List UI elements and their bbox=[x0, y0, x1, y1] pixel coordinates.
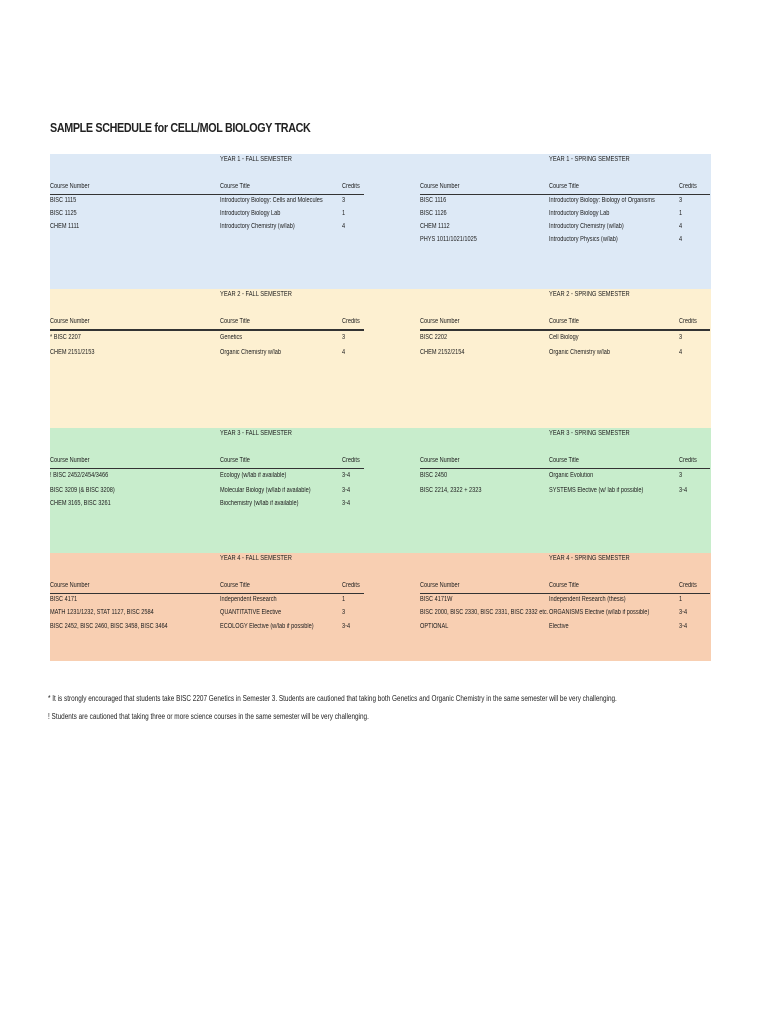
table-row bbox=[50, 609, 364, 621]
course-title-header: Course Title bbox=[220, 318, 250, 325]
course-number-header: Course Number bbox=[50, 582, 90, 589]
table-row bbox=[420, 596, 710, 608]
course-number: BISC 4171 bbox=[50, 596, 78, 603]
course-title: Independent Research bbox=[220, 596, 277, 603]
table-row bbox=[50, 349, 364, 361]
course-number-header: Course Number bbox=[420, 582, 460, 589]
course-number: BISC 3209 (& BISC 3208) bbox=[50, 487, 115, 494]
course-title: ORGANISMS Elective (w/lab if possible) bbox=[549, 609, 650, 616]
course-title-header: Course Title bbox=[549, 318, 579, 325]
year-4-spring-semester bbox=[420, 553, 710, 661]
course-title: Introductory Biology Lab bbox=[549, 210, 610, 217]
page-title: SAMPLE SCHEDULE for CELL/MOL BIOLOGY TRACK bbox=[50, 121, 311, 135]
course-credits: 4 bbox=[679, 349, 683, 356]
course-credits: 3 bbox=[342, 609, 346, 616]
course-number: PHYS 1011/1021/1025 bbox=[420, 236, 477, 243]
course-number: BISC 1116 bbox=[420, 197, 447, 204]
course-credits: 3-4 bbox=[342, 487, 351, 494]
course-title: QUANTITATIVE Elective bbox=[220, 609, 282, 616]
course-credits: 1 bbox=[679, 210, 683, 217]
course-title: Ecology (w/lab if available) bbox=[220, 472, 287, 479]
course-credits: 1 bbox=[342, 210, 346, 217]
course-title-header: Course Title bbox=[220, 183, 250, 190]
column-headers bbox=[420, 582, 710, 592]
course-title-header: Course Title bbox=[220, 457, 250, 464]
credits-header: Credits bbox=[342, 318, 360, 325]
table-row bbox=[420, 609, 710, 621]
course-title: Genetics bbox=[220, 334, 243, 341]
course-number: BISC 4171W bbox=[420, 596, 453, 603]
table-row bbox=[420, 197, 710, 209]
column-headers bbox=[50, 183, 364, 193]
credits-header: Credits bbox=[679, 457, 697, 464]
course-number: CHEM 3165, BISC 3261 bbox=[50, 500, 111, 507]
column-headers bbox=[420, 183, 710, 193]
course-title: Introductory Physics (w/lab) bbox=[549, 236, 618, 243]
course-number-header: Course Number bbox=[50, 183, 90, 190]
course-title: Molecular Biology (w/lab if available) bbox=[220, 487, 311, 494]
course-credits: 1 bbox=[679, 596, 683, 603]
header-rule bbox=[50, 468, 364, 469]
course-credits: 3-4 bbox=[342, 500, 351, 507]
course-title: Elective bbox=[549, 623, 569, 630]
course-credits: 4 bbox=[679, 236, 683, 243]
course-credits: 3 bbox=[342, 334, 346, 341]
course-title-header: Course Title bbox=[549, 582, 579, 589]
course-number: CHEM 1111 bbox=[50, 223, 80, 230]
semester-heading: YEAR 1 - SPRING SEMESTER bbox=[549, 156, 630, 163]
table-row bbox=[420, 472, 710, 484]
table-row bbox=[420, 223, 710, 235]
course-number: CHEM 2151/2153 bbox=[50, 349, 95, 356]
course-title: ECOLOGY Elective (w/lab if possible) bbox=[220, 623, 314, 630]
course-credits: 3 bbox=[342, 197, 346, 204]
table-row bbox=[50, 334, 364, 346]
table-row bbox=[50, 210, 364, 222]
footnotes bbox=[48, 690, 617, 726]
course-title: Introductory Biology: Biology of Organisms bbox=[549, 197, 655, 204]
course-title: Introductory Chemistry (w/lab) bbox=[220, 223, 295, 230]
header-rule bbox=[50, 194, 364, 195]
header-rule bbox=[420, 329, 710, 331]
course-title: Organic Chemistry w/lab bbox=[549, 349, 610, 356]
table-row bbox=[50, 487, 364, 499]
course-number: BISC 1115 bbox=[50, 197, 77, 204]
header-rule bbox=[420, 593, 710, 594]
column-headers bbox=[420, 318, 710, 328]
credits-header: Credits bbox=[679, 582, 697, 589]
year-1-block bbox=[50, 154, 711, 289]
footnote-science-courses: ! Students are cautioned that taking three or more science courses in the same semester will be very challenging. bbox=[48, 712, 369, 721]
course-credits: 1 bbox=[342, 596, 346, 603]
footnote-genetics: * It is strongly encouraged that students take BISC 2207 Genetics in Semester 3. Students are cautioned that taking both Genetics and Organic Chemistry in the same semester will be very challenging. bbox=[48, 694, 617, 703]
header-rule bbox=[420, 194, 710, 195]
course-title-header: Course Title bbox=[549, 457, 579, 464]
course-title: Cell Biology bbox=[549, 334, 579, 341]
course-credits: 3-4 bbox=[342, 472, 351, 479]
course-credits: 3-4 bbox=[679, 487, 688, 494]
course-credits: 4 bbox=[342, 349, 346, 356]
course-title-header: Course Title bbox=[549, 183, 579, 190]
table-row bbox=[50, 223, 364, 235]
header-rule bbox=[50, 593, 364, 594]
course-title: Organic Chemistry w/lab bbox=[220, 349, 281, 356]
semester-heading: YEAR 2 - SPRING SEMESTER bbox=[549, 291, 630, 298]
credits-header: Credits bbox=[679, 183, 697, 190]
header-rule bbox=[420, 468, 710, 469]
course-title: SYSTEMS Elective (w/ lab if possible) bbox=[549, 487, 644, 494]
table-row bbox=[420, 349, 710, 361]
year-4-fall-semester bbox=[50, 553, 364, 661]
year-2-spring-semester bbox=[420, 289, 710, 428]
course-title: Introductory Biology Lab bbox=[220, 210, 281, 217]
course-title: Introductory Biology: Cells and Molecules bbox=[220, 197, 323, 204]
semester-heading: YEAR 4 - SPRING SEMESTER bbox=[549, 555, 630, 562]
year-4-block bbox=[50, 553, 711, 661]
course-title: Introductory Chemistry (w/lab) bbox=[549, 223, 624, 230]
year-2-block bbox=[50, 289, 711, 428]
course-number-header: Course Number bbox=[420, 183, 460, 190]
course-number: * BISC 2207 bbox=[50, 334, 81, 341]
table-row bbox=[420, 236, 710, 248]
course-number: CHEM 1112 bbox=[420, 223, 450, 230]
course-number-header: Course Number bbox=[420, 457, 460, 464]
column-headers bbox=[50, 457, 364, 467]
semester-heading: YEAR 4 - FALL SEMESTER bbox=[220, 555, 292, 562]
year-1-spring-semester bbox=[420, 154, 710, 289]
course-number-header: Course Number bbox=[50, 457, 90, 464]
year-3-block bbox=[50, 428, 711, 553]
column-headers bbox=[50, 318, 364, 328]
course-title-header: Course Title bbox=[220, 582, 250, 589]
table-row bbox=[50, 197, 364, 209]
credits-header: Credits bbox=[342, 183, 360, 190]
year-3-fall-semester bbox=[50, 428, 364, 553]
course-title: Biochemistry (w/lab if available) bbox=[220, 500, 299, 507]
semester-heading: YEAR 2 - FALL SEMESTER bbox=[220, 291, 292, 298]
course-credits: 3 bbox=[679, 472, 683, 479]
credits-header: Credits bbox=[342, 457, 360, 464]
table-row bbox=[50, 472, 364, 484]
course-number: BISC 2450 bbox=[420, 472, 448, 479]
course-credits: 3-4 bbox=[679, 609, 688, 616]
course-credits: 3 bbox=[679, 334, 683, 341]
course-number: BISC 1125 bbox=[50, 210, 77, 217]
course-number: BISC 2202 bbox=[420, 334, 448, 341]
credits-header: Credits bbox=[342, 582, 360, 589]
column-headers bbox=[50, 582, 364, 592]
table-row bbox=[420, 623, 710, 635]
course-credits: 3-4 bbox=[342, 623, 351, 630]
course-number: BISC 2000, BISC 2330, BISC 2331, BISC 2332 etc. bbox=[420, 609, 549, 616]
table-row bbox=[420, 487, 710, 499]
course-number-header: Course Number bbox=[50, 318, 90, 325]
course-number: MATH 1231/1232, STAT 1127, BISC 2584 bbox=[50, 609, 154, 616]
semester-heading: YEAR 3 - SPRING SEMESTER bbox=[549, 430, 630, 437]
course-credits: 3-4 bbox=[679, 623, 688, 630]
course-number: BISC 1126 bbox=[420, 210, 447, 217]
course-credits: 4 bbox=[342, 223, 346, 230]
course-number: CHEM 2152/2154 bbox=[420, 349, 465, 356]
table-row bbox=[50, 500, 364, 512]
semester-heading: YEAR 3 - FALL SEMESTER bbox=[220, 430, 292, 437]
semester-heading: YEAR 1 - FALL SEMESTER bbox=[220, 156, 292, 163]
table-row bbox=[50, 596, 364, 608]
course-number: BISC 2452, BISC 2460, BISC 3458, BISC 3464 bbox=[50, 623, 168, 630]
table-row bbox=[420, 334, 710, 346]
course-number: ! BISC 2452/2454/3466 bbox=[50, 472, 109, 479]
header-rule bbox=[50, 329, 364, 331]
course-credits: 4 bbox=[679, 223, 683, 230]
course-number: BISC 2214, 2322 + 2323 bbox=[420, 487, 482, 494]
year-3-spring-semester bbox=[420, 428, 710, 553]
course-number-header: Course Number bbox=[420, 318, 460, 325]
course-title: Organic Evolution bbox=[549, 472, 594, 479]
year-2-fall-semester bbox=[50, 289, 364, 428]
table-row bbox=[50, 623, 364, 635]
column-headers bbox=[420, 457, 710, 467]
table-row bbox=[420, 210, 710, 222]
course-number: OPTIONAL bbox=[420, 623, 449, 630]
course-credits: 3 bbox=[679, 197, 683, 204]
credits-header: Credits bbox=[679, 318, 697, 325]
course-title: Independent Research (thesis) bbox=[549, 596, 626, 603]
year-1-fall-semester bbox=[50, 154, 364, 289]
